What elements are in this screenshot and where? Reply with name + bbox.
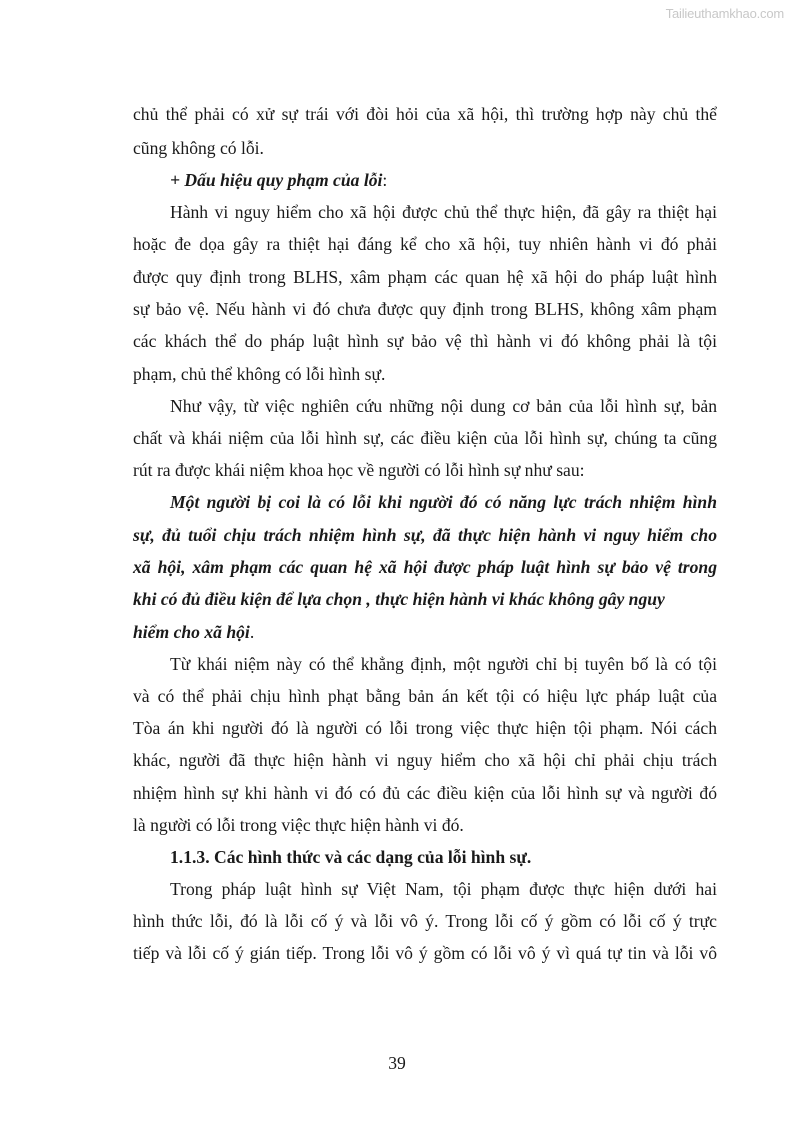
text-line: hình thức lỗi, đó là lỗi cố ý và lỗi vô ý. Trong lỗi cố ý gồm có lỗi cố ý trực: [133, 911, 717, 931]
text-line: cũng không có lỗi.: [133, 138, 264, 158]
text-line: chất và khái niệm của lỗi hình sự, các điều kiện của lỗi hình sự, chúng ta cũng: [133, 428, 717, 448]
text-line: chủ thể phải có xử sự trái với đòi hỏi của xã hội, thì trường hợp này chủ thể: [133, 104, 717, 124]
section-heading: 1.1.3. Các hình thức và các dạng của lỗi hình sự.: [170, 847, 532, 867]
text-line: Trong pháp luật hình sự Việt Nam, tội phạm được thực hiện dưới hai: [170, 879, 717, 899]
page-number: 39: [388, 1053, 406, 1073]
text-line: nhiệm hình sự khi hành vi đó có đủ các điều kiện của lỗi hình sự và người đó: [133, 783, 717, 803]
definition-line: [133, 621, 717, 643]
text-line: là người có lỗi trong việc thực hiện hành vi đó.: [133, 815, 464, 835]
text-line: rút ra được khái niệm khoa học về người có lỗi hình sự như sau:: [133, 460, 585, 480]
text-line: các khách thể do pháp luật hình sự bảo vệ thì hành vi đó không phải là tội: [133, 331, 717, 351]
subheading-colon: :: [382, 170, 388, 190]
definition-line: khi có đủ điều kiện để lựa chọn , thực hiện hành vi khác không gây nguy: [133, 589, 665, 609]
text-line: Từ khái niệm này có thể khẳng định, một người chỉ bị tuyên bố là có tội: [170, 654, 717, 674]
definition-period: .: [249, 622, 255, 642]
definition-line: sự, đủ tuổi chịu trách nhiệm hình sự, đã thực hiện hành vi nguy hiểm cho: [133, 525, 717, 545]
text-line: sự bảo vệ. Nếu hành vi đó chưa được quy định trong BLHS, không xâm phạm: [133, 299, 717, 319]
text-line: tiếp và lỗi cố ý gián tiếp. Trong lỗi vô ý gồm có lỗi vô ý vì quá tự tin và lỗi vô: [133, 943, 717, 963]
text-line: Hành vi nguy hiểm cho xã hội được chủ thể thực hiện, đã gây ra thiệt hại: [170, 202, 717, 222]
text-line: và có thể phải chịu hình phạt bằng bản án kết tội có hiệu lực pháp luật của: [133, 686, 717, 706]
text-line: Như vậy, từ việc nghiên cứu những nội dung cơ bản của lỗi hình sự, bản: [170, 396, 717, 416]
subheading-text: + Dấu hiệu quy phạm của lỗi: [170, 170, 383, 190]
text-line: phạm, chủ thể không có lỗi hình sự.: [133, 364, 386, 384]
watermark: Tailieuthamkhao.com: [665, 6, 784, 21]
text-line: Tòa án khi người đó là người có lỗi trong việc thực hiện tội phạm. Nói cách: [133, 718, 717, 738]
definition-line-text: hiểm cho xã hội: [133, 622, 250, 642]
text-line: hoặc đe dọa gây ra thiệt hại đáng kể cho xã hội, tuy nhiên hành vi đó phải: [133, 234, 717, 254]
subheading: [170, 169, 717, 191]
definition-line: Một người bị coi là có lỗi khi người đó có năng lực trách nhiệm hình: [170, 492, 717, 512]
definition-line: xã hội, xâm phạm các quan hệ xã hội được pháp luật hình sự bảo vệ trong: [133, 557, 717, 577]
text-line: được quy định trong BLHS, xâm phạm các quan hệ xã hội do pháp luật hình: [133, 267, 717, 287]
text-line: khác, người đã thực hiện hành vi nguy hiểm cho xã hội chỉ phải chịu trách: [133, 750, 717, 770]
